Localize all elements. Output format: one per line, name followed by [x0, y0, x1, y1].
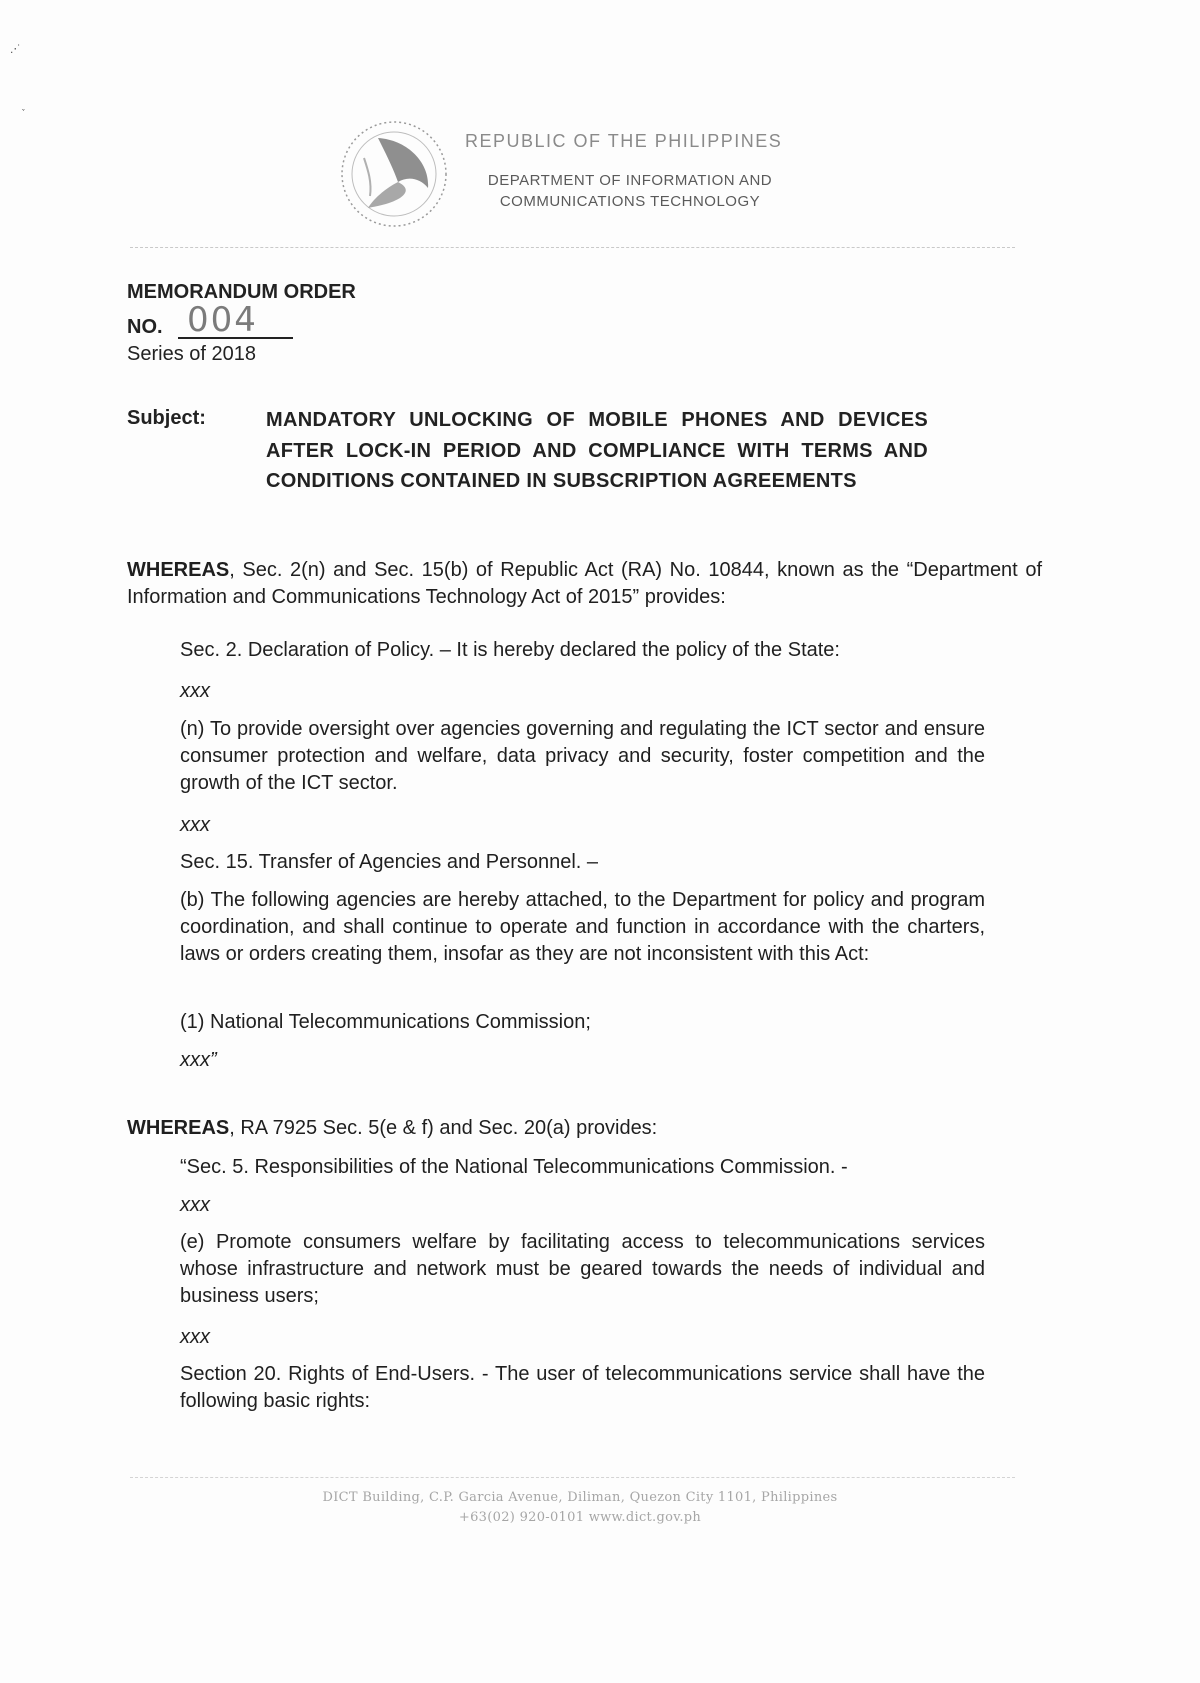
whereas-lead: WHEREAS [127, 1117, 230, 1139]
memo-number-label: NO. [127, 316, 163, 338]
letterhead-divider [130, 247, 1015, 248]
whereas-paragraph-1 [127, 557, 1042, 611]
whereas-paragraph-2 [127, 1115, 1042, 1142]
subject-text: MANDATORY UNLOCKING OF MOBILE PHONES AND DEVICES AFTER LOCK-IN PERIOD AND COMPLIANCE WITH TERMS AND CONDITIONS CONTAINED IN SUBSCRIPTION AGREEMENTS [266, 409, 928, 492]
quote-sec15: Sec. 15. Transfer of Agencies and Personnel. – [180, 851, 599, 873]
letterhead-country: REPUBLIC OF THE PHILIPPINES [465, 131, 783, 151]
memo-series: Series of 2018 [127, 343, 256, 365]
subject-label: Subject: [127, 407, 206, 429]
whereas-lead: WHEREAS [127, 559, 230, 581]
quote-omission: xxx [180, 1326, 210, 1348]
quote-omission: xxx [180, 814, 210, 836]
quote-ntc: (1) National Telecommunications Commission; [180, 1011, 591, 1033]
letterhead-department-line1: DEPARTMENT OF INFORMATION AND [487, 172, 773, 189]
whereas-text: , Sec. 2(n) and Sec. 15(b) of Republic Act (RA) No. 10844, known as the “Department of Information and Communications Technology Act of 2015” provides: [127, 559, 1042, 608]
footer-address: DICT Building, C.P. Garcia Avenue, Diliman, Quezon City 1101, Philippines [322, 1490, 838, 1505]
footer-divider [130, 1477, 1015, 1478]
memo-title: MEMORANDUM ORDER [127, 281, 356, 303]
quote-clause-n: (n) To provide oversight over agencies governing and regulating the ICT sector and ensure consumer protection and welfare, data privacy and security, foster competition and the growth of the ICT sector. [180, 718, 985, 794]
quote-sec5: “Sec. 5. Responsibilities of the National Telecommunications Commission. - [180, 1156, 848, 1178]
quote-sec2: Sec. 2. Declaration of Policy. – It is hereby declared the policy of the State: [180, 639, 840, 661]
quote-clause-e: (e) Promote consumers welfare by facilitating access to telecommunications services whose infrastructure and network must be geared towards the needs of individual and business users; [180, 1231, 985, 1307]
quote-omission: xxx” [180, 1049, 217, 1071]
quote-sec20: Section 20. Rights of End-Users. - The user of telecommunications service shall have the following basic rights: [180, 1363, 985, 1412]
quote-clause-b: (b) The following agencies are hereby attached, to the Department for policy and program coordination, and shall continue to operate and function in accordance with the charters, laws or orders creating them, insofar as they are not inconsistent with this Act: [180, 889, 985, 965]
footer-contact: +63(02) 920-0101 www.dict.gov.ph [458, 1510, 702, 1525]
memo-number-stamp: 004 [187, 300, 258, 340]
letterhead-department-line2: COMMUNICATIONS TECHNOLOGY [499, 193, 761, 210]
whereas-text: , RA 7925 Sec. 5(e & f) and Sec. 20(a) provides: [229, 1117, 658, 1139]
dict-seal-icon [338, 118, 450, 230]
quote-omission: xxx [180, 1194, 210, 1216]
footer [230, 1488, 930, 1528]
letterhead-department [465, 170, 795, 212]
quote-omission: xxx [180, 680, 210, 702]
scan-speck: .⋅˙ [10, 42, 22, 56]
